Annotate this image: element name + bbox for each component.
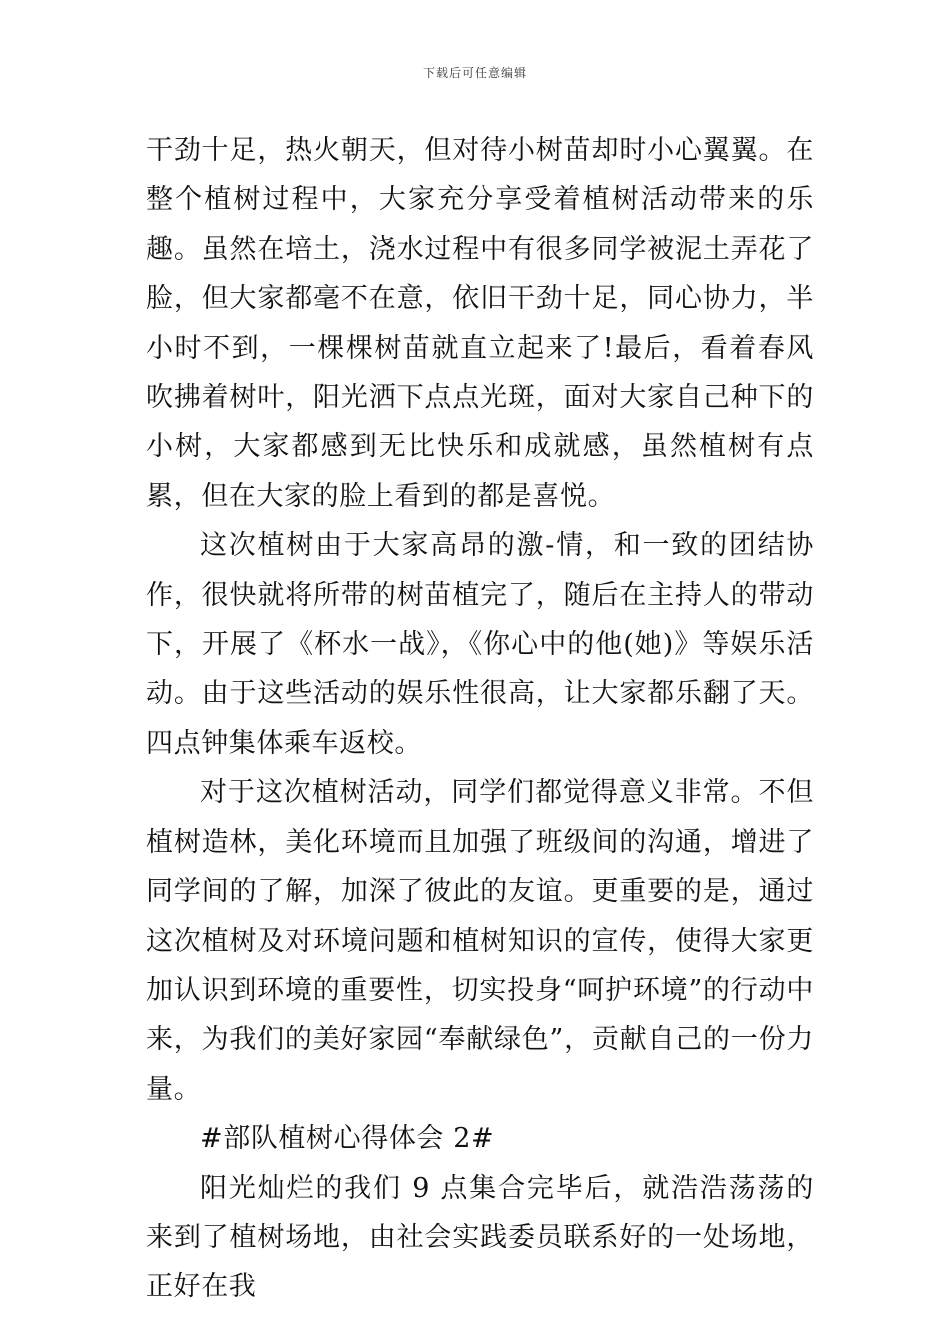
paragraph: 这次植树由于大家高昂的激-情，和一致的团结协作，很快就将所带的树苗植完了，随后在主持人的带动下，开展了《杯水一战》，《你心中的他(她)》等娱乐活动。由于这些活动的娱乐性很高，让大家都乐翻了天。四点钟集体乘车返校。 xyxy=(146,530,814,759)
document-body xyxy=(146,126,814,1312)
section-heading: #部队植树心得体会 2# xyxy=(200,1123,495,1155)
paragraph: 阳光灿烂的我们 9 点集合完毕后，就浩浩荡荡的来到了植树场地，由社会实践委员联系好的一处场地，正好在我 xyxy=(146,1172,814,1303)
paragraph: 对于这次植树活动，同学们都觉得意义非常。不但植树造林，美化环境而且加强了班级间的沟通，增进了同学间的了解，加深了彼此的友谊。更重要的是，通过这次植树及对环境问题和植树知识的宣传，使得大家更加认识到环境的重要性，切实投身“呵护环境”的行动中来，为我们的美好家园“奉献绿色”，贡献自己的一份力量。 xyxy=(146,777,814,1105)
paragraph: 干劲十足，热火朝天，但对待小树苗却时小心翼翼。在整个植树过程中，大家充分享受着植树活动带来的乐趣。虽然在培土，浇水过程中有很多同学被泥土弄花了脸，但大家都毫不在意，依旧干劲十足，同心协力，半小时不到，一棵棵树苗就直立起来了!最后，看着春风吹拂着树叶，阳光洒下点点光斑，面对大家自己种下的小树，大家都感到无比快乐和成就感，虽然植树有点累，但在大家的脸上看到的都是喜悦。 xyxy=(146,135,814,512)
page-header-note: 下载后可任意编辑 xyxy=(422,66,527,80)
